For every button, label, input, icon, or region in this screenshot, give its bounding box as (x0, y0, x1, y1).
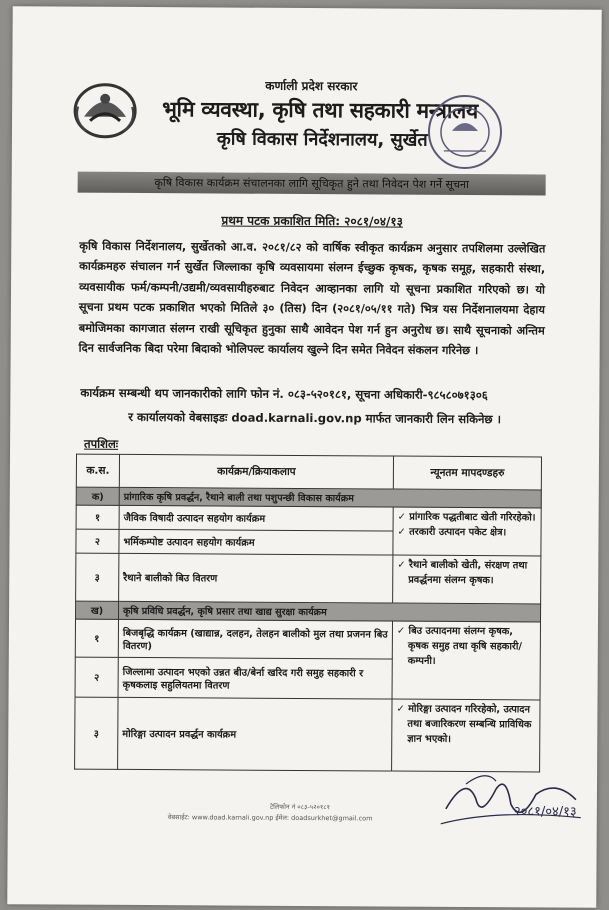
government-name: कर्णाली प्रदेश सरकार (265, 78, 358, 94)
col-header-criteria: न्यूनतम मापदण्डहरु (393, 456, 541, 490)
row-criteria (392, 699, 540, 772)
contact-info: कार्यक्रम सम्बन्धी थप जानकारीको लागि फोन नं. ०८३-५२०१८१, सूचना अधिकारी-९८५८०७१३०६ (80, 385, 488, 403)
criteria-item: ✓ प्रांगारिक पद्धतीबाट खेती गरिरहेको। (397, 511, 536, 524)
details-heading: तपशिलः (84, 436, 119, 451)
table-row (76, 505, 541, 532)
criteria-item: ✓ मोरिङ्गा उत्पादन गरिरहेको, उत्पादन तथा बजारिकरण सम्बन्धि प्राविधिक ज्ञान भएको। (396, 703, 532, 745)
row-activity: भर्मिकम्पोष्ट उत्पादन सहयोग कार्यक्रम (119, 529, 393, 555)
row-number: २ (76, 529, 119, 553)
section-code: ख) (76, 601, 119, 619)
footer-phone: टेलिफोन नं ०८३-५२०१८१ (269, 802, 331, 812)
notice-document (7, 6, 601, 908)
row-number: १ (76, 505, 119, 529)
office-stamp-icon (424, 91, 506, 173)
section-title: कृषि प्रविधि प्रवर्द्धन, कृषि प्रसार तथा खाद्य सुरक्षा कार्यक्रम (119, 601, 541, 622)
criteria-item: ✓ रैथाने बालीको खेती, संरक्षण तथा प्रवर्द्धनमा संलग्न कृषक। (397, 559, 528, 587)
table-header-row (76, 454, 541, 490)
notice-title-banner: कृषि विकास कार्यक्रम संचालनका लागि सूचिकृत हुने तथा निवेदन पेश गर्ने सूचना (78, 172, 546, 196)
footer-web: वेबसाईट: www.doad.karnali.gov.np ईमेल: doadsurkhet@gmail.com (167, 813, 373, 823)
row-activity: जिल्लामा उत्पादन भएको उन्नत बीउ/बेर्ना खरिद गरी समुह सहकारी र कृषकलाइ सहुलियतमा वितरण (118, 657, 392, 699)
notice-body: कृषि विकास निर्देशनालय, सुर्खेतको आ.व. २०८१/८२ को वार्षिक स्वीकृत कार्यक्रम अनुसार तपशिलमा उल्लेखित कार्यक्रमहरु संचालन गर्न सुर्खेत जिल्लाका कृषि व्यवसायमा संलग्न ईच्छुक कृषक, कृषक समूह, सहकारी संस्था, व्यवसायीक फर्म/कम्पनी/उद्यमी/व्यवसायीहरुबाट निवेदन आव्हानका लागि यो सूचना प्रकाशित गरिएको छ। यो सूचना प्रथम पटक प्रकाशित भएको मितिले ३० (तिस) दिन (२०८१/०५/११ गते) भित्र यस निर्देशनालयमा देहाय बमोजिमका कागजात संलग्न राखी सूचिकृत हुनुका साथै आवेदन पेश गर्न हुन अनुरोध छ। साथै सूचनाको अन्तिम दिन सार्वजनिक बिदा परेमा बिदाको भोलिपल्ट कार्यालय खुल्ने दिन समेत निवेदन संकलन गरिनेछ । (78, 239, 546, 358)
row-number: १ (75, 619, 118, 657)
row-activity: मोरिङ्गा उत्पादन प्रवर्द्धन कार्यक्रम (118, 697, 392, 771)
directorate-name: कृषि विकास निर्देशनालय, सुर्खेत (216, 128, 428, 151)
table-row (75, 619, 540, 660)
row-criteria (393, 555, 541, 604)
row-number: ३ (75, 697, 118, 769)
section-title: प्रांगारिक कृषि प्रवर्द्धन, रैथाने बाली तथा पशुपन्छी विकास कार्यक्रम (119, 487, 541, 508)
row-criteria (392, 621, 540, 700)
signature-icon (436, 769, 586, 840)
ministry-name: भूमि व्यवस्था, कृषि तथा सहकारी मन्त्रालय (162, 97, 478, 124)
signature-date: २०८१/०४/१३ (513, 804, 577, 820)
section-code: क) (76, 487, 119, 505)
publication-date: प्रथम पटक प्रकाशित मिति: २०८१/०४/१३ (221, 213, 403, 229)
criteria-item: ✓ तरकारी उत्पादन पकेट क्षेत्र। (397, 526, 507, 539)
nepal-emblem-icon (70, 77, 140, 141)
row-activity: बिजबृद्धि कार्यक्रम (खाद्यान्न, दलहन, तेलहन बालीको मुल तथा प्रजनन बिउ वितरण) (118, 619, 392, 659)
table-row (76, 553, 541, 604)
programs-table (74, 454, 542, 773)
website-info: र कार्यालयको वेबसाइडः doad.karnali.gov.np मार्फत जानकारी लिन सकिनेछ । (128, 409, 502, 427)
row-number: ३ (76, 553, 119, 601)
row-number: २ (75, 657, 118, 697)
col-header-program: कार्यक्रम/क्रियाकलाप (119, 454, 393, 489)
row-activity: जैविक विषादी उत्पादन सहयोग कार्यक्रम (119, 505, 393, 531)
criteria-item: ✓ बिउ उत्पादनमा संलग्न कृषक, कृषक समुह तथा कृषि सहकारी/कम्पनी। (396, 625, 523, 667)
col-header-serial: क.स. (76, 454, 119, 487)
row-criteria (393, 507, 541, 556)
table-row (75, 697, 540, 772)
row-activity: रैथाने बालीको बिउ वितरण (119, 553, 393, 603)
